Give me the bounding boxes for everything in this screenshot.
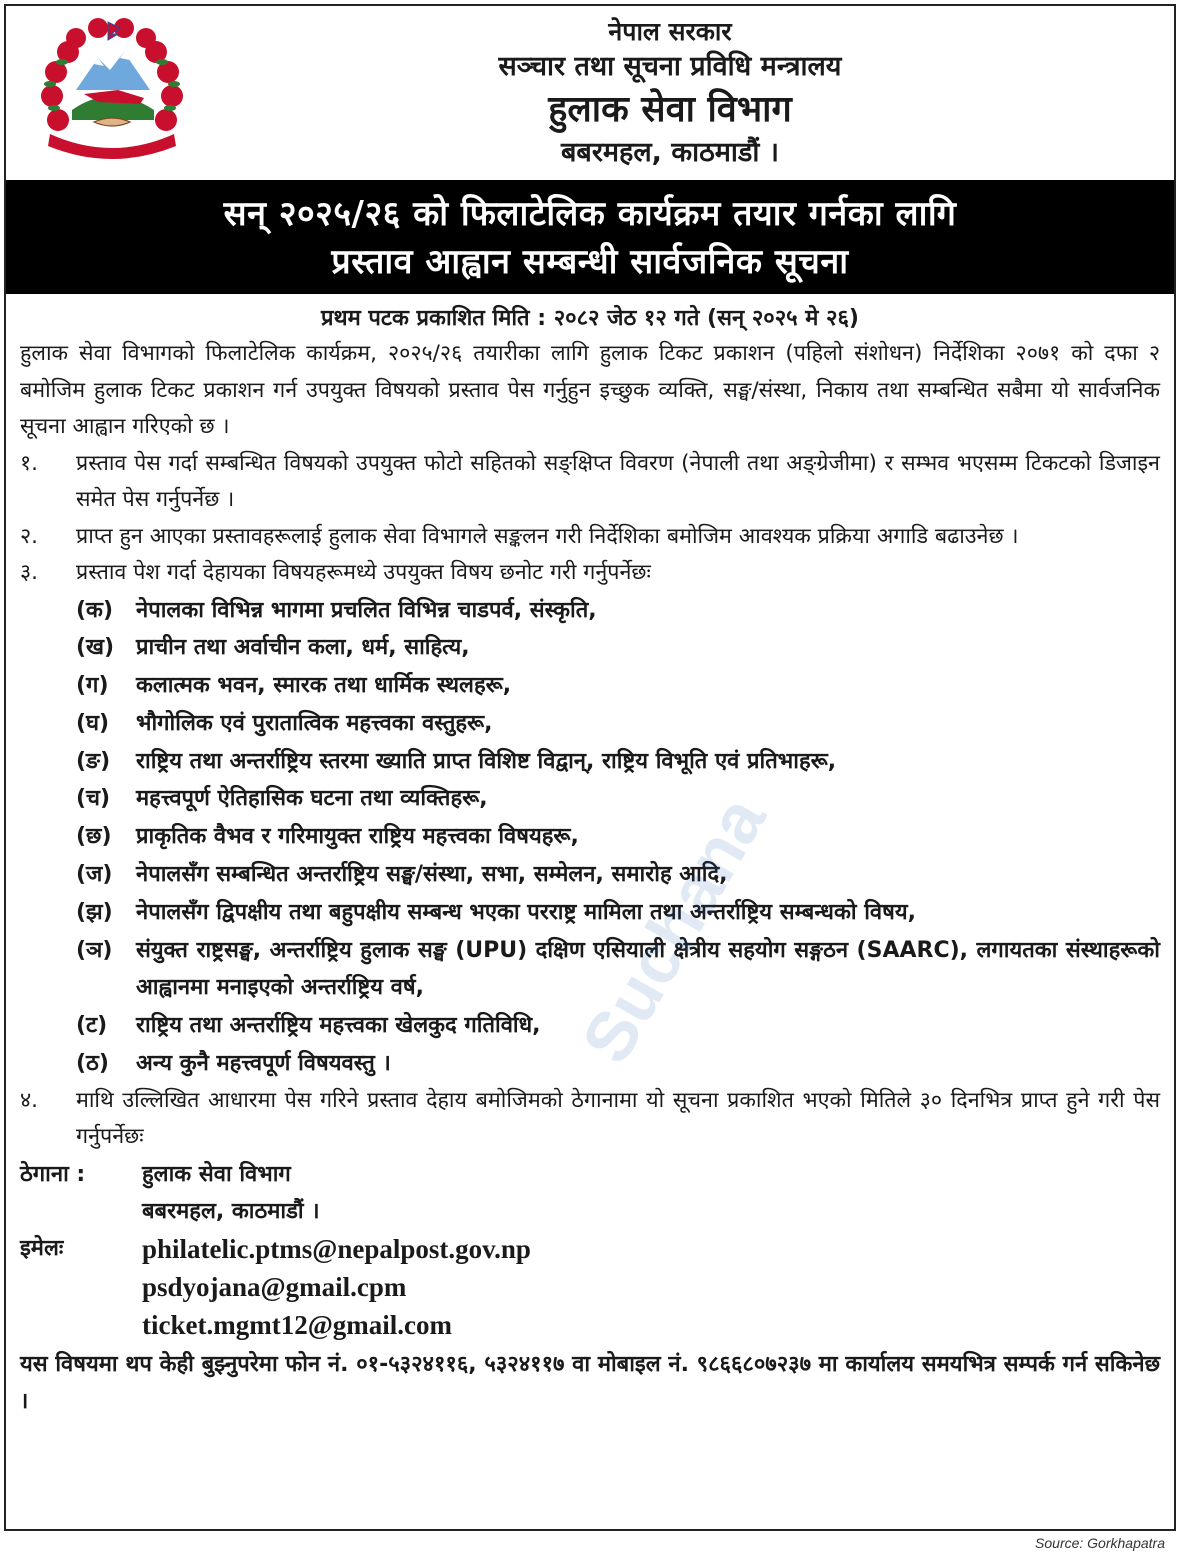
subject-label: (ट): [76, 1013, 108, 1039]
subject-label: (ज): [76, 862, 113, 888]
subject-item: [76, 629, 1160, 667]
subject-text: अन्य कुनै महत्त्वपूर्ण विषयवस्तु ।: [136, 1051, 391, 1077]
subject-label: (क): [76, 597, 114, 623]
email-link[interactable]: philatelic.ptms@nepalpost.gov.np: [142, 1233, 531, 1264]
list-item: [20, 555, 1160, 592]
subject-label: (ग): [76, 673, 109, 699]
address-block: [20, 1156, 1160, 1193]
list-item: [20, 1083, 1160, 1156]
notice-document: [4, 4, 1176, 1531]
address-label: ठेगाना :: [20, 1161, 86, 1187]
ministry-name: सञ्चार तथा सूचना प्रविधि मन्त्रालय: [498, 51, 842, 82]
address-block-line2: [20, 1193, 1160, 1230]
notice-title-line1: सन् २०२५/२६ को फिलाटेलिक कार्यक्रम तयार गर्नका लागि: [223, 194, 957, 234]
watermark-text: Suchana: [566, 783, 781, 1076]
subject-item: [76, 743, 1160, 781]
subject-label: (छ): [76, 824, 112, 850]
subject-label: (ख): [76, 635, 115, 661]
notice-title-band: [6, 180, 1174, 294]
subject-item: [76, 932, 1160, 1008]
subject-text: प्राचीन तथा अर्वाचीन कला, धर्म, साहित्य,: [136, 635, 470, 661]
department-name: हुलाक सेवा विभाग: [548, 89, 792, 130]
subject-label: (घ): [76, 710, 110, 736]
subject-item: [76, 705, 1160, 743]
subject-text: नेपालसँग द्विपक्षीय तथा बहुपक्षीय सम्बन्ध भएका परराष्ट्र मामिला तथा अन्तर्राष्ट्रिय सम्बन्धको विषय,: [136, 899, 916, 925]
issuer-block: [246, 16, 1094, 172]
subject-item: [76, 856, 1160, 894]
list-item: [20, 446, 1160, 519]
notice-title-line2: प्रस्ताव आह्वान सम्बन्धी सार्वजनिक सूचना: [331, 242, 849, 282]
item-text: प्रस्ताव पेश गर्दा देहायका विषयहरूमध्ये उपयुक्त विषय छनोट गरी गर्नुपर्नेछः: [76, 560, 651, 585]
subject-text: नेपालका विभिन्न भागमा प्रचलित विभिन्न चाडपर्व, संस्कृति,: [136, 597, 597, 623]
email-label: इमेलः: [20, 1235, 64, 1261]
notice-body: [6, 294, 1174, 1420]
email-row: [20, 1306, 1160, 1344]
subject-label: (च): [76, 786, 111, 812]
notice-header: [6, 6, 1174, 180]
subject-item: [76, 818, 1160, 856]
email-row: [20, 1268, 1160, 1306]
subject-item: [76, 1007, 1160, 1045]
item-text: माथि उल्लिखित आधारमा पेस गरिने प्रस्ताव देहाय बमोजिमको ठेगानामा यो सूचना प्रकाशित भएको मितिले ३० दिनभित्र प्राप्त हुने गरी पेस गर्नुपर्नेछः: [76, 1087, 1160, 1150]
list-item: [20, 519, 1160, 556]
email-link[interactable]: psdyojana@gmail.cpm: [142, 1271, 407, 1302]
subject-label: (ञ): [76, 937, 113, 963]
email-link[interactable]: ticket.mgmt12@gmail.com: [142, 1309, 453, 1340]
item-number: ३.: [20, 560, 39, 585]
source-credit: Source: Gorkhapatra: [1035, 1535, 1165, 1551]
subject-label: (ङ): [76, 748, 111, 774]
subject-text: राष्ट्रिय तथा अन्तर्राष्ट्रिय स्तरमा ख्याति प्राप्त विशिष्ट विद्वान्, राष्ट्रिय विभूति एवं प्रतिभाहरू,: [136, 748, 837, 774]
subject-label: (झ): [76, 899, 113, 925]
email-row: [20, 1230, 1160, 1268]
subject-text: प्राकृतिक वैभव र गरिमायुक्त राष्ट्रिय महत्त्वका विषयहरू,: [136, 824, 579, 850]
intro-paragraph: हुलाक सेवा विभागको फिलाटेलिक कार्यक्रम, २०२५/२६ तयारीका लागि हुलाक टिकट प्रकाशन (पहिलो संशोधन) निर्देशिका २०७१ को दफा २ बमोजिम हुलाक टिकट प्रकाशन गर्न उपयुक्त विषयको प्रस्ताव पेस गर्नुहुन इच्छुक व्यक्ति, सङ्घ/संस्था, निकाय तथा सम्बन्धित सबैमा यो सार्वजनिक सूचना आह्वान गरिएको छ ।: [20, 341, 1160, 439]
subject-text: भौगोलिक एवं पुरातात्विक महत्त्वका वस्तुहरू,: [136, 710, 493, 736]
item-number: १.: [20, 450, 39, 476]
subject-text: संयुक्त राष्ट्रसङ्घ, अन्तर्राष्ट्रिय हुलाक सङ्घ (UPU) दक्षिण एसियाली क्षेत्रीय सहयोग सङ्गठन (SAARC), लगायतका संस्थाहरूको आह्वानमा मनाइएको अन्तर्राष्ट्रिय वर्ष,: [136, 937, 1160, 1001]
subject-text: राष्ट्रिय तथा अन्तर्राष्ट्रिय महत्त्वका खेलकुद गतिविधि,: [136, 1013, 541, 1039]
item-text: प्राप्त हुन आएका प्रस्तावहरूलाई हुलाक सेवा विभागले सङ्कलन गरी निर्देशिका बमोजिम आवश्यक प्रक्रिया अगाडि बढाउनेछ ।: [76, 523, 1019, 549]
address-line1: हुलाक सेवा विभाग: [142, 1161, 291, 1187]
subject-text: कलात्मक भवन, स्मारक तथा धार्मिक स्थलहरू,: [136, 673, 512, 699]
item-number: ४.: [20, 1087, 39, 1113]
subject-list: [76, 592, 1160, 1083]
nepal-emblem-icon: [28, 12, 194, 172]
contact-paragraph: यस विषयमा थप केही बुझ्नुपरेमा फोन नं. ०१-५३२४११६, ५३२४११७ वा मोबाइल नं. ९८६६८०७२३७ मा कार्यालय समयभित्र सम्पर्क गर्न सकिनेछ ।: [20, 1351, 1160, 1414]
subject-item: [76, 667, 1160, 705]
subject-item: [76, 1045, 1160, 1083]
subject-item: [76, 894, 1160, 932]
publication-date: प्रथम पटक प्रकाशित मिति : २०८२ जेठ १२ गते (सन् २०२५ मे २६): [321, 306, 859, 331]
subject-text: महत्त्वपूर्ण ऐतिहासिक घटना तथा व्यक्तिहरू,: [136, 786, 488, 812]
subject-item: [76, 780, 1160, 818]
government-name: नेपाल सरकार: [608, 17, 732, 46]
department-location: बबरमहल, काठमाडौं ।: [561, 137, 779, 168]
item-text: प्रस्ताव पेस गर्दा सम्बन्धित विषयको उपयुक्त फोटो सहितको सङ्क्षिप्त विवरण (नेपाली तथा अङ्ग्रेजीमा) र सम्भव भएसम्म टिकटको डिजाइन समेत पेस गर्नुपर्नेछ ।: [76, 450, 1160, 512]
subject-item: [76, 592, 1160, 630]
subject-label: (ठ): [76, 1051, 109, 1077]
address-line2: बबरमहल, काठमाडौं ।: [142, 1198, 320, 1224]
item-number: २.: [20, 523, 39, 549]
subject-text: नेपालसँग सम्बन्धित अन्तर्राष्ट्रिय सङ्घ/संस्था, सभा, सम्मेलन, समारोह आदि,: [136, 862, 728, 888]
